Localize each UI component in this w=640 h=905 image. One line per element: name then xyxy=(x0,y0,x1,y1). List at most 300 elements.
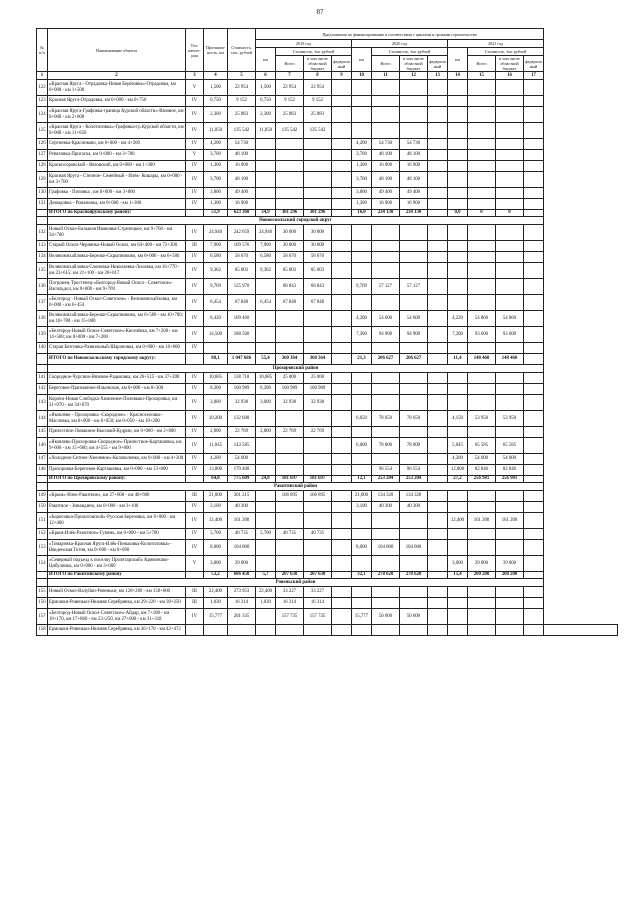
table-row xyxy=(37,625,618,636)
header-regional-2019: в том числе областной бюджет xyxy=(304,56,332,72)
cell-total-2019 xyxy=(276,199,304,210)
cell-num: 137 xyxy=(37,295,48,311)
cell-name: Великомихайловка-Слоновка-Николаевка-Лиховка, км 16+770 - км 23+615; км 21+100 - км 28+017 xyxy=(48,263,186,279)
cell-regional-2019 xyxy=(304,513,332,529)
cell-num: 146 xyxy=(37,438,48,454)
cell-federal-2020 xyxy=(428,327,448,343)
cell-total-2021 xyxy=(468,609,496,625)
cell-km-2019: 8,300 xyxy=(256,384,276,395)
cell-federal-2020 xyxy=(428,96,448,107)
cell-total-2020 xyxy=(372,252,400,263)
cell-cost: 179 400 xyxy=(228,465,256,476)
cell-category: IV xyxy=(186,107,204,123)
cell-total-2019: 33 227 xyxy=(276,587,304,598)
cell-total-2019: 30 000 xyxy=(276,225,304,241)
cell-length: 8,420 xyxy=(204,311,228,327)
cell-km-2021 xyxy=(448,80,468,96)
cell-name: «Крым-Илёк-Ракитное»-Гумень, км 0+000 - км 5+700 xyxy=(48,529,186,540)
cell-total-2021: 65 585 xyxy=(468,438,496,454)
cell-federal-2020 xyxy=(428,411,448,427)
cell-num xyxy=(37,210,48,217)
cell-category: IV xyxy=(186,502,204,513)
cell-total-2021 xyxy=(468,598,496,609)
table-row xyxy=(37,327,618,343)
cell-regional-2019 xyxy=(304,150,332,161)
cell-total-2019 xyxy=(276,188,304,199)
cell-km-2020: 8,000 xyxy=(352,540,372,556)
cell-num xyxy=(37,354,48,365)
cell-km-2019 xyxy=(256,150,276,161)
cell-federal-2021 xyxy=(524,199,544,210)
cell-total-2021 xyxy=(468,150,496,161)
cell-total-2020 xyxy=(372,263,400,279)
cell-federal-2021 xyxy=(524,491,544,502)
cell-km-2019: 34,9 xyxy=(256,210,276,217)
cell-category: III xyxy=(186,587,204,598)
cell-regional-2020 xyxy=(400,225,428,241)
cell-num: 150 xyxy=(37,502,48,513)
cell-km-2020 xyxy=(352,454,372,465)
cell-category: IV xyxy=(186,395,204,411)
cell-length: 8,300 xyxy=(204,384,228,395)
cell-total-2020 xyxy=(372,513,400,529)
cell-federal-2019 xyxy=(332,263,352,279)
cell-federal-2019 xyxy=(332,188,352,199)
cell-km-2021 xyxy=(448,150,468,161)
cell-km-2021: 7,200 xyxy=(448,327,468,343)
cell-regional-2019: 30 000 xyxy=(304,225,332,241)
cell-cost: 161 200 xyxy=(228,513,256,529)
cell-num: 126 xyxy=(37,139,48,150)
cell-federal-2020 xyxy=(428,556,448,572)
table-row xyxy=(37,139,618,150)
header-cost-2019: Стоимость, тыс рублей xyxy=(276,48,352,56)
cell-total-2019 xyxy=(276,161,304,172)
cell-name: «Белгород-Новый Оскол-Советское»-Айдар, км 7+108 - км 18+170, км 17+860 - км 23+250, км 27+000 - км 31+318 xyxy=(48,609,186,625)
cell-regional-2020: 134 320 xyxy=(400,491,428,502)
cell-regional-2019 xyxy=(304,454,332,465)
cell-regional-2021 xyxy=(496,172,524,188)
cell-federal-2021 xyxy=(524,454,544,465)
cell-num: 132 xyxy=(37,225,48,241)
cell-num: 127 xyxy=(37,150,48,161)
section-num-cell xyxy=(37,483,48,491)
cell-total-2019 xyxy=(276,438,304,454)
cell-total-2019: 40 735 xyxy=(276,529,304,540)
cell-federal-2019 xyxy=(332,279,352,295)
cell-num: 157 xyxy=(37,609,48,625)
cell-name: «Красная Яруга-Графовка-граница Курской области»-Вязовое, км 0+000 - км 2+000 xyxy=(48,107,186,123)
cell-regional-2020 xyxy=(400,513,428,529)
table-row xyxy=(37,556,618,572)
cell-regional-2019 xyxy=(304,172,332,188)
cell-federal-2021 xyxy=(524,572,544,579)
cell-category: IV xyxy=(186,161,204,172)
cell-cost: 104 000 xyxy=(228,540,256,556)
cell-length: 24,940 xyxy=(204,225,228,241)
cell-regional-2020: 16 900 xyxy=(400,199,428,210)
cell-total-2019: 181 697 xyxy=(276,476,304,483)
cell-name: «Белгород - Новый Оскол-Советское» - Великомихайловка, км 0+000 - км 6+454 xyxy=(48,295,186,311)
table-row xyxy=(37,438,618,454)
cell-km-2021: 5,045 xyxy=(448,438,468,454)
cell-total-2020 xyxy=(372,598,400,609)
cell-name: Великомихайловка-Березки-Скрыпниково, км 6+580 - км 10+780; км 10+780 - км 15+000 xyxy=(48,311,186,327)
header-total-2019: Всего xyxy=(276,56,304,72)
cell-regional-2019: 301 296 xyxy=(304,210,332,217)
cell-km-2020: 21,3 xyxy=(352,354,372,365)
cell-federal-2021 xyxy=(524,172,544,188)
cell-cost xyxy=(228,343,256,354)
cell-regional-2021 xyxy=(496,80,524,96)
cell-length: 21,000 xyxy=(204,491,228,502)
cell-federal-2020 xyxy=(428,438,448,454)
cell-cost: 125 970 xyxy=(228,279,256,295)
header-regional-2021: в том числе областной бюджет xyxy=(496,56,524,72)
cell-km-2019 xyxy=(256,502,276,513)
cell-name: Великомихайловка-Березки-Скрыпниково, км 0+000 - км 6+580 xyxy=(48,252,186,263)
cell-regional-2019: 100 989 xyxy=(304,384,332,395)
cell-total-2019 xyxy=(276,411,304,427)
table-row xyxy=(37,199,618,210)
cell-total-2020 xyxy=(372,80,400,96)
cell-km-2020: 15,777 xyxy=(352,609,372,625)
cell-total-2020 xyxy=(372,225,400,241)
table-row xyxy=(37,279,618,295)
cell-category: IV xyxy=(186,411,204,427)
cell-km-2020: 12,1 xyxy=(352,476,372,483)
cell-length: 6,454 xyxy=(204,295,228,311)
cell-regional-2020 xyxy=(400,587,428,598)
cell-total-2021: 53 950 xyxy=(468,411,496,427)
cell-regional-2020: 48 100 xyxy=(400,150,428,161)
cell-regional-2020: 40 300 xyxy=(400,502,428,513)
cell-total-2020 xyxy=(372,107,400,123)
cell-km-2019 xyxy=(256,188,276,199)
cell-total-2019 xyxy=(276,454,304,465)
column-number: 5 xyxy=(228,72,256,80)
cell-km-2019: 1,500 xyxy=(256,80,276,96)
cell-federal-2019 xyxy=(332,540,352,556)
cell-regional-2020 xyxy=(400,384,428,395)
header-regional-2020: в том числе областной бюджет xyxy=(400,56,428,72)
cell-length: 11,850 xyxy=(204,123,228,139)
table-row xyxy=(37,465,618,476)
cell-km-2020 xyxy=(352,373,372,384)
cell-km-2020 xyxy=(352,625,372,636)
cell-regional-2021 xyxy=(496,96,524,107)
cell-name: Новый Оскол-Большая Ивановка-Стрелецкое, км 9+760 - км 34+700 xyxy=(48,225,186,241)
cell-name: «Томаровка-Красная Яруга-Илёк-Пеньковка-Колотиловка»-Введенская Готня, км 0+000 - км 8+000 xyxy=(48,540,186,556)
cell-regional-2019: 58 670 xyxy=(304,252,332,263)
cell-regional-2021 xyxy=(496,161,524,172)
cell-federal-2019 xyxy=(332,529,352,540)
cell-category: IV xyxy=(186,384,204,395)
cell-category: IV xyxy=(186,225,204,241)
cell-category: IV xyxy=(186,454,204,465)
cell-federal-2021 xyxy=(524,107,544,123)
cell-km-2021 xyxy=(448,373,468,384)
cell-undefined xyxy=(544,625,618,636)
cell-length: 9,362 xyxy=(204,263,228,279)
cell-km-2021 xyxy=(448,491,468,502)
cell-name: Репяховка-Пригаска, км 0+000 - км 3+700 xyxy=(48,150,186,161)
cell-regional-2021: 54 600 xyxy=(496,454,524,465)
cell-km-2020: 9,769 xyxy=(352,279,372,295)
cell-federal-2019 xyxy=(332,327,352,343)
cell-length: 3,000 xyxy=(204,556,228,572)
cell-federal-2021 xyxy=(524,96,544,107)
cell-km-2021: 4,220 xyxy=(448,311,468,327)
cell-name: Красная Яруга - Степное- Семейный - Илёк- Кошары, км 0+000 - км 3+700 xyxy=(48,172,186,188)
cell-km-2020 xyxy=(352,252,372,263)
cell-km-2021 xyxy=(448,587,468,598)
cell-category: III xyxy=(186,491,204,502)
cell-length: 64,0 xyxy=(204,476,228,483)
cell-km-2021 xyxy=(448,540,468,556)
cell-federal-2021 xyxy=(524,502,544,513)
cell-num: 139 xyxy=(37,327,48,343)
column-number: 12 xyxy=(400,72,428,80)
cell-federal-2021 xyxy=(524,327,544,343)
cell-km-2021: 11,4 xyxy=(448,354,468,365)
cell-federal-2019 xyxy=(332,411,352,427)
cell-km-2020 xyxy=(352,96,372,107)
cell-km-2019 xyxy=(256,465,276,476)
cell-total-2019: 100 989 xyxy=(276,384,304,395)
section-title: Прохоровский район xyxy=(48,365,544,373)
cell-category: IV xyxy=(186,252,204,263)
cell-total-2021: 39 000 xyxy=(468,556,496,572)
funding-table xyxy=(36,28,618,636)
cell-length: 3,000 xyxy=(204,395,228,411)
cell-regional-2019 xyxy=(304,540,332,556)
cell-cost: 67 848 xyxy=(228,295,256,311)
cell-km-2021 xyxy=(448,295,468,311)
cell-num: 149 xyxy=(37,491,48,502)
cell-regional-2021: 93 600 xyxy=(496,327,524,343)
cell-category: IV xyxy=(186,279,204,295)
cell-km-2021 xyxy=(448,123,468,139)
header-funding: Предложения по финансированию в соответствии с циклами и сроками строительства xyxy=(256,29,544,40)
cell-total-2021 xyxy=(468,172,496,188)
cell-cost: 16 314 xyxy=(228,598,256,609)
cell-regional-2020 xyxy=(400,80,428,96)
cell-km-2020: 6,050 xyxy=(352,411,372,427)
cell-name: Красная Яруга-Отрадовка, км 0+000 - км 0+750 xyxy=(48,96,186,107)
section-row xyxy=(37,579,618,587)
cell-federal-2019 xyxy=(332,491,352,502)
cell-cost: 54 600 xyxy=(228,454,256,465)
cell-num: 145 xyxy=(37,427,48,438)
cell-km-2019: 5,7 xyxy=(256,572,276,579)
table-row xyxy=(37,225,618,241)
cell-km-2020 xyxy=(352,241,372,252)
cell-km-2020: 32,1 xyxy=(352,572,372,579)
cell-federal-2021 xyxy=(524,161,544,172)
cell-category: IV xyxy=(186,311,204,327)
cell-total-2021 xyxy=(468,625,496,636)
cell-category: IV xyxy=(186,373,204,384)
cell-km-2020: 3,800 xyxy=(352,188,372,199)
cell-regional-2019: 207 630 xyxy=(304,572,332,579)
cell-km-2021 xyxy=(448,225,468,241)
cell-category xyxy=(186,210,204,217)
header-cost-2020: Стоимость, тыс рублей xyxy=(372,48,448,56)
cell-km-2019 xyxy=(256,491,276,502)
cell-num xyxy=(37,572,48,579)
cell-total-2019 xyxy=(276,540,304,556)
cell-total-2019: 157 735 xyxy=(276,609,304,625)
cell-km-2019: 0,750 xyxy=(256,96,276,107)
cell-km-2020: 3,100 xyxy=(352,502,372,513)
cell-federal-2020 xyxy=(428,252,448,263)
column-number: 7 xyxy=(276,72,304,80)
cell-regional-2021 xyxy=(496,199,524,210)
cell-regional-2019: 9 152 xyxy=(304,96,332,107)
cell-cost: 1 047 686 xyxy=(228,354,256,365)
cell-km-2021 xyxy=(448,598,468,609)
cell-name: «Красная Яруга - Отрадовка-Новая Берёзовка»-Отрадовка, км 0+000 - км 1+500 xyxy=(48,80,186,96)
cell-length: 0,750 xyxy=(204,96,228,107)
cell-total-2019 xyxy=(276,139,304,150)
cell-regional-2019: 135 542 xyxy=(304,123,332,139)
cell-regional-2019 xyxy=(304,311,332,327)
cell-federal-2020 xyxy=(428,540,448,556)
cell-cost: 775 609 xyxy=(228,476,256,483)
cell-regional-2021 xyxy=(496,123,524,139)
cell-regional-2019: 166 895 xyxy=(304,491,332,502)
cell-km-2020 xyxy=(352,123,372,139)
total-row xyxy=(37,354,618,365)
cell-km-2020 xyxy=(352,587,372,598)
cell-cost: 54 730 xyxy=(228,139,256,150)
cell-km-2020: 6,000 xyxy=(352,438,372,454)
cell-km-2020 xyxy=(352,384,372,395)
cell-km-2021: 4,200 xyxy=(448,454,468,465)
cell-total-2021 xyxy=(468,199,496,210)
cell-cost: 25 883 xyxy=(228,107,256,123)
cell-km-2020: 3,700 xyxy=(352,150,372,161)
cell-total-2021 xyxy=(468,587,496,598)
cell-name: «Белгород-Новый Оскол-Советское»-Киселёвка, км 7+200 - км 14+500; км 0+000 - км 7+200 xyxy=(48,327,186,343)
cell-federal-2019 xyxy=(332,161,352,172)
cell-length: 14,500 xyxy=(204,327,228,343)
cell-federal-2020 xyxy=(428,210,448,217)
cell-total-2020 xyxy=(372,123,400,139)
cell-regional-2019: 32 938 xyxy=(304,395,332,411)
cell-cost: 273 953 xyxy=(228,587,256,598)
cell-total-2019 xyxy=(276,150,304,161)
cell-federal-2019 xyxy=(332,172,352,188)
table-row xyxy=(37,540,618,556)
cell-regional-2019: 33 227 xyxy=(304,587,332,598)
cell-total-2020: 234 130 xyxy=(372,210,400,217)
cell-cost: 143 585 xyxy=(228,438,256,454)
cell-total-2021 xyxy=(468,225,496,241)
section-title: Новооскольский городской округ xyxy=(48,217,544,225)
table-row xyxy=(37,172,618,188)
cell-federal-2019 xyxy=(332,225,352,241)
cell-federal-2020 xyxy=(428,395,448,411)
cell-regional-2021 xyxy=(496,225,524,241)
cell-federal-2021 xyxy=(524,384,544,395)
cell-cost: 40 300 xyxy=(228,502,256,513)
cell-total-2020: 253 204 xyxy=(372,476,400,483)
header-year-2020: 2020 год xyxy=(352,40,448,48)
cell-regional-2019: 360 364 xyxy=(304,354,332,365)
cell-regional-2019 xyxy=(304,438,332,454)
cell-total-2021 xyxy=(468,139,496,150)
cell-federal-2019 xyxy=(332,476,352,483)
cell-category xyxy=(186,572,204,579)
cell-length: 3,700 xyxy=(204,150,228,161)
cell-num: 134 xyxy=(37,252,48,263)
cell-regional-2019 xyxy=(304,188,332,199)
cell-federal-2021 xyxy=(524,263,544,279)
cell-regional-2021 xyxy=(496,150,524,161)
cell-km-2021 xyxy=(448,343,468,354)
cell-km-2019 xyxy=(256,540,276,556)
cell-regional-2021 xyxy=(496,107,524,123)
cell-total-2020: 49 400 xyxy=(372,188,400,199)
cell-regional-2020: 96 554 xyxy=(400,465,428,476)
cell-regional-2020 xyxy=(400,529,428,540)
cell-km-2019 xyxy=(256,327,276,343)
cell-regional-2020: 54 730 xyxy=(400,139,428,150)
table-row xyxy=(37,529,618,540)
cell-num: 142 xyxy=(37,384,48,395)
cell-federal-2020 xyxy=(428,343,448,354)
column-number: 4 xyxy=(204,72,228,80)
cell-num: 128 xyxy=(37,161,48,172)
cell-regional-2019: 22 954 xyxy=(304,80,332,96)
cell-num: 158 xyxy=(37,625,48,636)
cell-federal-2020 xyxy=(428,311,448,327)
section-row xyxy=(37,365,618,373)
cell-km-2019 xyxy=(256,454,276,465)
cell-federal-2020 xyxy=(428,161,448,172)
cell-name: Ермошки-Ровеньки-Нижняя Серебрянка, км 36+170 - км 42+472 xyxy=(48,625,186,636)
cell-total-2020: 57 127 xyxy=(372,279,400,295)
cell-regional-2021 xyxy=(496,625,524,636)
cell-km-2019: 9,362 xyxy=(256,263,276,279)
cell-regional-2019: 181 697 xyxy=(304,476,332,483)
cell-total-2019 xyxy=(276,556,304,572)
cell-regional-2021: 82 846 xyxy=(496,465,524,476)
cell-total-2020: 94 900 xyxy=(372,327,400,343)
cell-total-2020: 78 000 xyxy=(372,438,400,454)
cell-federal-2020 xyxy=(428,225,448,241)
section-num-cell xyxy=(37,579,48,587)
cell-cost: 16 900 xyxy=(228,199,256,210)
cell-federal-2020 xyxy=(428,373,448,384)
cell-km-2020: 21,000 xyxy=(352,491,372,502)
cell-num: 133 xyxy=(37,241,48,252)
cell-regional-2020: 234 130 xyxy=(400,210,428,217)
cell-federal-2020 xyxy=(428,139,448,150)
cell-federal-2021 xyxy=(524,411,544,427)
cell-regional-2021 xyxy=(496,343,524,354)
cell-federal-2019 xyxy=(332,438,352,454)
cell-total-2020 xyxy=(372,384,400,395)
cell-km-2020 xyxy=(352,263,372,279)
cell-federal-2020 xyxy=(428,295,448,311)
table-row xyxy=(37,150,618,161)
cell-total-2021 xyxy=(468,529,496,540)
cell-federal-2020 xyxy=(428,609,448,625)
cell-total-2020 xyxy=(372,625,400,636)
